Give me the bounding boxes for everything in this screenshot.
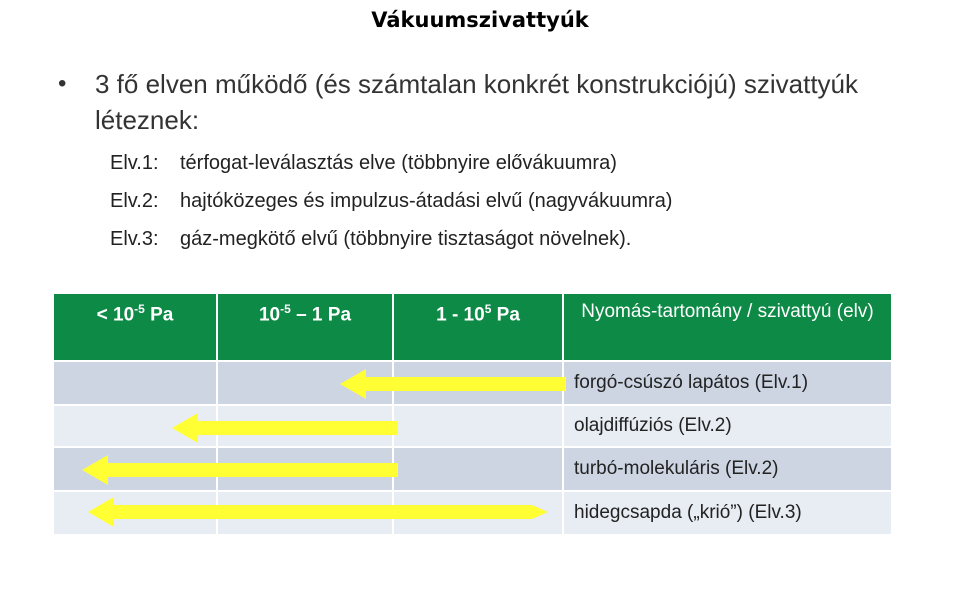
principle-code: Elv.3:	[110, 228, 159, 250]
header-rough-vacuum: $1 - 10^5$ Pa	[394, 294, 564, 360]
table-cell	[54, 490, 218, 534]
table-cell	[218, 360, 394, 404]
table-cell	[394, 360, 564, 404]
table-cell	[54, 360, 218, 404]
table-cell	[394, 404, 564, 446]
table-cell	[218, 446, 394, 490]
bullet-text: 3 fő elven működő (és számtalan konkrét konstrukciójú) szivattyúk léteznek:	[95, 69, 859, 135]
principle-3	[110, 228, 631, 251]
table-row-label: hidegcsapda („krió”) (Elv.3)	[564, 490, 891, 534]
table-row-label: forgó-csúszó lapátos (Elv.1)	[564, 360, 891, 404]
principle-2	[110, 190, 672, 213]
principle-code: Elv.1:	[110, 152, 159, 174]
table-cell	[394, 446, 564, 490]
principle-code: Elv.2:	[110, 190, 159, 212]
table-cell	[218, 490, 394, 534]
page-title: Vákuumszivattyúk	[371, 8, 589, 32]
table-row-label: olajdiffúziós (Elv.2)	[564, 404, 891, 446]
principle-text: térfogat-leválasztás elve (többnyire elővákuumra)	[180, 152, 617, 174]
table-cell	[218, 404, 394, 446]
pump-range-table	[54, 294, 891, 534]
bullet-icon: •	[58, 70, 67, 97]
header-medium-vacuum: $10^{-5} - 1$ Pa	[218, 294, 394, 360]
header-pump-type: Nyomás-tartomány / szivattyú (elv)	[564, 294, 891, 360]
table-cell	[54, 446, 218, 490]
principle-1	[110, 152, 617, 175]
table-row-label: turbó-molekuláris (Elv.2)	[564, 446, 891, 490]
table-cell	[54, 404, 218, 446]
principle-text: gáz-megkötő elvű (többnyire tisztaságot növelnek).	[180, 228, 632, 250]
header-high-vacuum: < $10^{-5}$ Pa	[54, 294, 218, 360]
table-cell	[394, 490, 564, 534]
principle-text: hajtóközeges és impulzus-átadási elvű (nagyvákuumra)	[180, 190, 673, 212]
